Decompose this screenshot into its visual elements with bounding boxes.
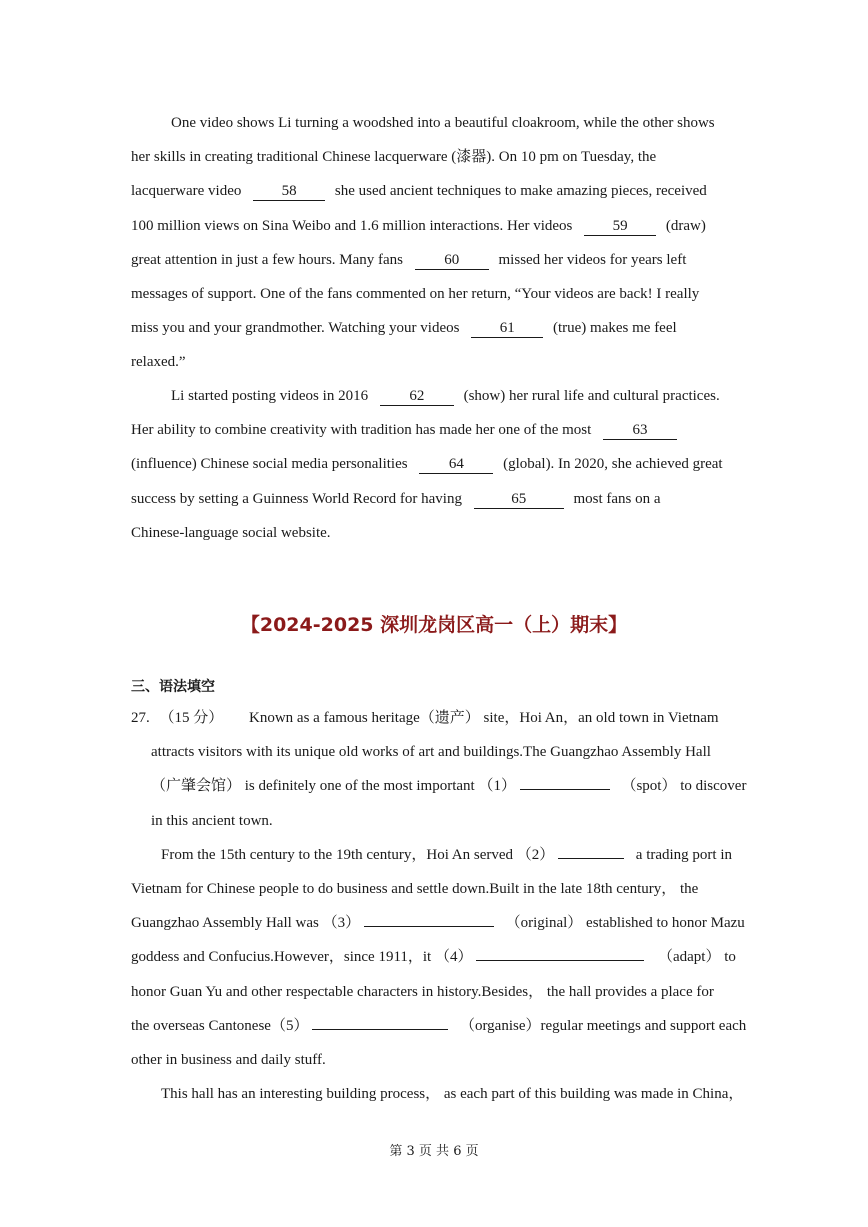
question-number: 27. xyxy=(131,710,150,726)
text-line: attracts visitors with its unique old works of art and buildings.The Guangzhao Assembly Hall xyxy=(151,744,711,761)
text-line xyxy=(131,311,741,345)
text-line xyxy=(131,482,741,516)
text-line xyxy=(131,769,747,803)
page-footer: 第 3 页 共 6 页 xyxy=(389,1144,479,1159)
blank-5[interactable] xyxy=(312,1029,448,1030)
blank-1[interactable] xyxy=(520,789,610,790)
text-line xyxy=(131,701,741,735)
text-segment: she used ancient techniques to make amazing pieces, received xyxy=(334,183,707,200)
text-line xyxy=(131,243,741,277)
text-segment: (show) her rural life and cultural practices. xyxy=(463,388,720,404)
blank-62[interactable]: 62 xyxy=(380,387,454,406)
text-line: in this ancient town. xyxy=(151,812,273,829)
text-segment: success by setting a Guinness World Record for having xyxy=(131,490,462,507)
blank-64[interactable]: 64 xyxy=(419,455,493,474)
blank-3[interactable] xyxy=(364,926,494,927)
blank-59[interactable]: 59 xyxy=(584,217,656,236)
blank-63[interactable]: 63 xyxy=(603,421,677,440)
text-segment: From the 15th century to the 19th century，Hoi An served （2） xyxy=(161,846,555,863)
text-segment: goddess and Confucius.However，since 1911，it （4） xyxy=(131,949,473,966)
text-segment: a trading port in xyxy=(635,846,733,863)
text-segment: lacquerware video xyxy=(131,183,242,200)
text-segment: (draw) xyxy=(665,217,706,234)
text-segment: missed her videos for years left xyxy=(498,251,687,268)
text-segment: （spot） to discover xyxy=(621,778,747,795)
passage1-paragraph2 xyxy=(131,379,741,550)
text-line: Chinese-language social website. xyxy=(131,524,331,541)
text-line: This hall has an interesting building process， as each part of this building was made in China， xyxy=(161,1086,744,1103)
passage1-paragraph1 xyxy=(131,106,741,380)
blank-58[interactable]: 58 xyxy=(253,182,325,201)
text-segment: (influence) Chinese social media personalities xyxy=(131,456,408,473)
blank-65[interactable]: 65 xyxy=(474,490,564,509)
text-segment: （original） established to honor Mazu xyxy=(505,915,745,932)
text-segment: most fans on a xyxy=(573,490,661,507)
text-line xyxy=(131,209,741,243)
text-line: honor Guan Yu and other respectable characters in history.Besides， the hall provides a place for xyxy=(131,983,714,1000)
text-line: her skills in creating traditional Chinese lacquerware (漆器). On 10 pm on Tuesday, the xyxy=(131,149,657,166)
text-line: relaxed.” xyxy=(131,354,186,371)
text-segment: Her ability to combine creativity with tradition has made her one of the most xyxy=(131,422,592,439)
text-line xyxy=(131,174,741,208)
text-line xyxy=(131,413,741,447)
text-segment: miss you and your grandmother. Watching your videos xyxy=(131,320,460,337)
text-line: Vietnam for Chinese people to do business and settle down.Built in the late 18th century， the xyxy=(131,880,699,897)
text-segment: 100 million views on Sina Weibo and 1.6 million interactions. Her videos xyxy=(131,217,573,234)
text-line xyxy=(131,379,741,413)
text-segment: the overseas Cantonese（5） xyxy=(131,1017,309,1034)
text-segment: Guangzhao Assembly Hall was （3） xyxy=(131,915,361,932)
text-segment: （广肇会馆） is definitely one of the most important （1） xyxy=(151,778,516,795)
text-segment: （adapt） to xyxy=(657,949,736,966)
text-segment: （organise）regular meetings and support each xyxy=(459,1017,747,1034)
text-line: One video shows Li turning a woodshed into a beautiful cloakroom, while the other shows xyxy=(171,115,715,131)
text-segment: Li started posting videos in 2016 xyxy=(171,388,369,404)
text-line xyxy=(131,1009,747,1043)
text-line: messages of support. One of the fans commented on her return, “Your videos are back! I really xyxy=(131,285,700,302)
text-line xyxy=(131,838,741,872)
question-score: （15 分） xyxy=(159,710,224,726)
text-segment: (global). In 2020, she achieved great xyxy=(503,456,723,473)
question-27 xyxy=(131,701,747,1111)
text-line: other in business and daily stuff. xyxy=(131,1051,326,1068)
text-line xyxy=(131,447,741,481)
section-heading: 三、语法填空 xyxy=(131,679,215,695)
blank-60[interactable]: 60 xyxy=(415,251,489,270)
text-line xyxy=(131,940,741,974)
blank-2[interactable] xyxy=(558,858,624,859)
blank-61[interactable]: 61 xyxy=(471,319,543,338)
text-segment: Known as a famous heritage（遗产） site，Hoi An，an old town in Vietnam xyxy=(249,710,719,726)
text-line xyxy=(131,906,745,940)
blank-4[interactable] xyxy=(476,960,644,961)
exam-title: 【2024-2025 深圳龙岗区高一（上）期末】 xyxy=(240,614,628,636)
text-segment: (true) makes me feel xyxy=(552,320,677,337)
text-segment: great attention in just a few hours. Many fans xyxy=(131,251,404,268)
